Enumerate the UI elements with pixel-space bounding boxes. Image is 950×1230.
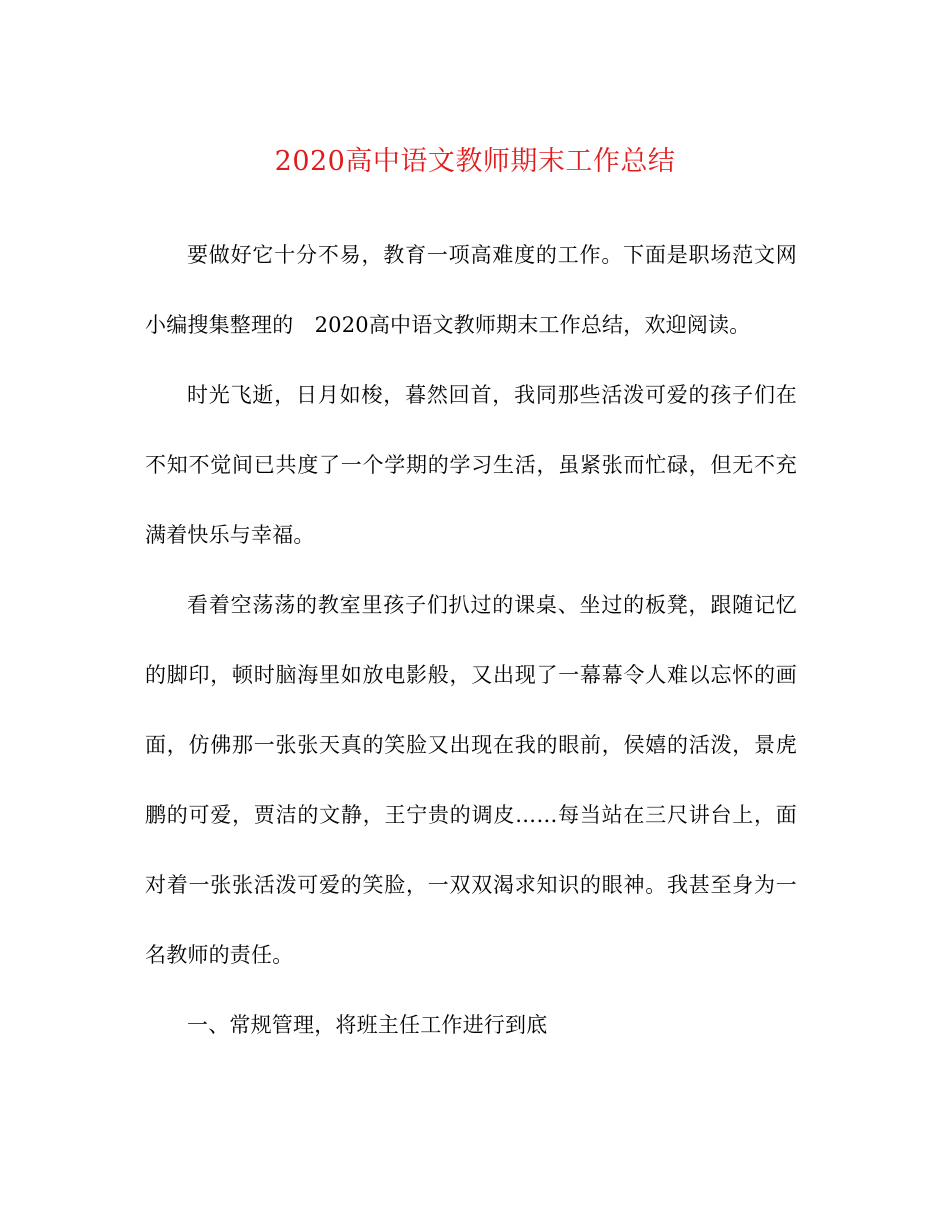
paragraph-memories: 看着空荡荡的教室里孩子们扒过的课桌、坐过的板凳，跟随记忆的脚印，顿时脑海里如放电影般，又出现了一幕幕令人难以忘怀的画面，仿佛那一张张天真的笑脸又出现在我的眼前，侯嬉的活泼，景虎鹏的可爱，贾洁的文静，王宁贵的调皮……每当站在三尺讲台上，面对着一张张活泼可爱的笑脸，一双双渴求知识的眼神。我甚至身为一名教师的责任。 (145, 593, 797, 967)
document-body (145, 220, 797, 1060)
document-title: 2020高中语文教师期末工作总结 (274, 146, 676, 177)
paragraph-intro: 要做好它十分不易，教育一项高难度的工作。下面是职场范文网小编搜集整理的 2020高中语文教师期末工作总结，欢迎阅读。 (145, 243, 797, 337)
paragraph-time-flies: 时光飞逝，日月如梭，暮然回首，我同那些活泼可爱的孩子们在不知不觉间已共度了一个学期的学习生活，虽紧张而忙碌，但无不充满着快乐与幸福。 (145, 383, 797, 547)
section-heading-routine-management: 一、常规管理，将班主任工作进行到底 (187, 1013, 548, 1037)
